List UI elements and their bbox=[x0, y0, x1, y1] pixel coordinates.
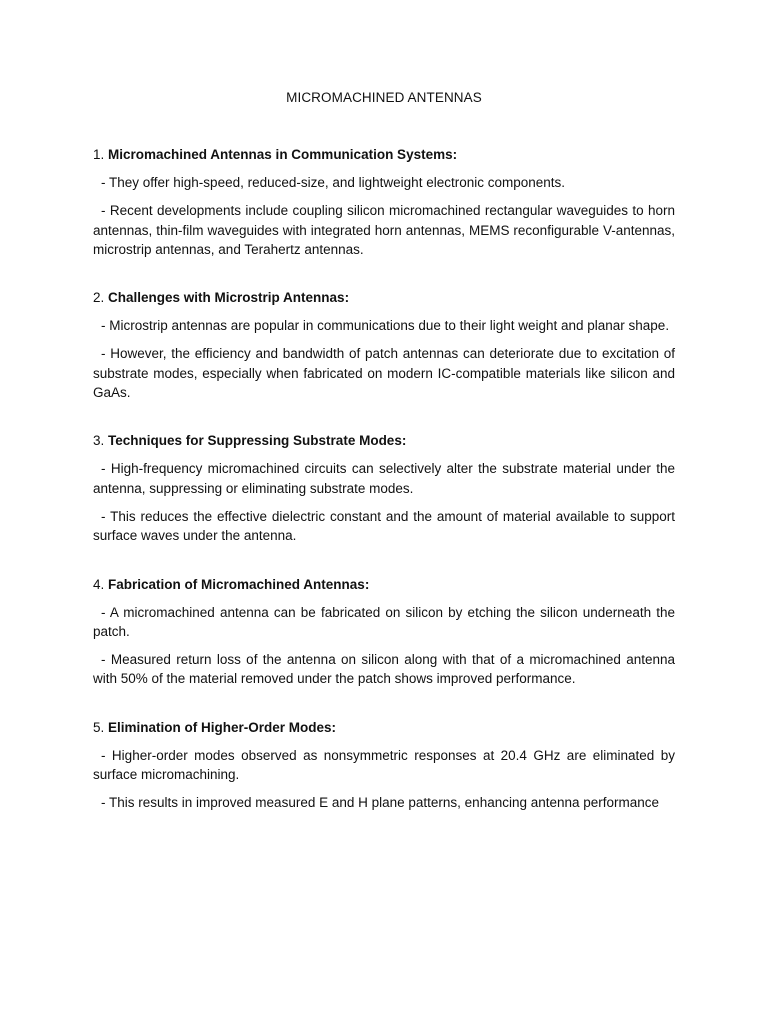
section-heading bbox=[93, 432, 675, 449]
section-heading bbox=[93, 576, 675, 593]
section-heading-text: Micromachined Antennas in Communication Systems: bbox=[108, 147, 458, 162]
section-paragraph: - A micromachined antenna can be fabricated on silicon by etching the silicon underneath the patch. bbox=[93, 604, 675, 639]
section-paragraph: - Microstrip antennas are popular in communications due to their light weight and planar shape. bbox=[101, 318, 670, 334]
section-number: 4. bbox=[93, 576, 105, 592]
section-paragraph: - Measured return loss of the antenna on silicon along with that of a micromachined antenna with 50% of the material removed under the patch shows improved performance. bbox=[93, 652, 675, 687]
document-body bbox=[93, 146, 675, 843]
section-1 bbox=[93, 146, 675, 259]
section-2 bbox=[93, 289, 675, 402]
section-paragraph: - This results in improved measured E and H plane patterns, enhancing antenna performance bbox=[101, 795, 660, 811]
section-heading bbox=[93, 146, 675, 163]
section-paragraph: - Higher-order modes observed as nonsymmetric responses at 20.4 GHz are eliminated by surface micromachining. bbox=[93, 747, 675, 783]
section-number: 1. bbox=[93, 147, 105, 162]
section-number: 3. bbox=[93, 433, 105, 449]
section-5 bbox=[93, 719, 675, 813]
section-paragraph: - They offer high-speed, reduced-size, and lightweight electronic components. bbox=[101, 175, 566, 190]
section-heading-text: Elimination of Higher-Order Modes: bbox=[108, 719, 337, 735]
section-heading bbox=[93, 719, 675, 736]
document-title: MICROMACHINED ANTENNAS bbox=[286, 90, 482, 105]
section-heading-text: Techniques for Suppressing Substrate Modes: bbox=[108, 433, 407, 449]
section-number: 5. bbox=[93, 719, 105, 735]
section-heading bbox=[93, 289, 675, 306]
section-heading-text: Challenges with Microstrip Antennas: bbox=[108, 290, 350, 306]
section-paragraph: - This reduces the effective dielectric constant and the amount of material available to support surface waves under the antenna. bbox=[93, 508, 675, 544]
section-paragraph: - Recent developments include coupling silicon micromachined rectangular waveguides to horn antennas, thin-film waveguides with integrated horn antennas, MEMS reconfigurable V-antennas, microstrip antennas, and Terahertz antennas. bbox=[93, 203, 675, 257]
section-paragraph: - However, the efficiency and bandwidth of patch antennas can deteriorate due to excitation of substrate modes, especially when fabricated on modern IC-compatible materials like silicon and GaAs. bbox=[93, 346, 675, 401]
section-3 bbox=[93, 432, 675, 545]
section-number: 2. bbox=[93, 290, 105, 306]
section-4 bbox=[93, 576, 675, 689]
section-paragraph: - High-frequency micromachined circuits can selectively alter the substrate material under the antenna, suppressing or eliminating substrate modes. bbox=[93, 461, 675, 496]
section-heading-text: Fabrication of Micromachined Antennas: bbox=[108, 576, 370, 592]
